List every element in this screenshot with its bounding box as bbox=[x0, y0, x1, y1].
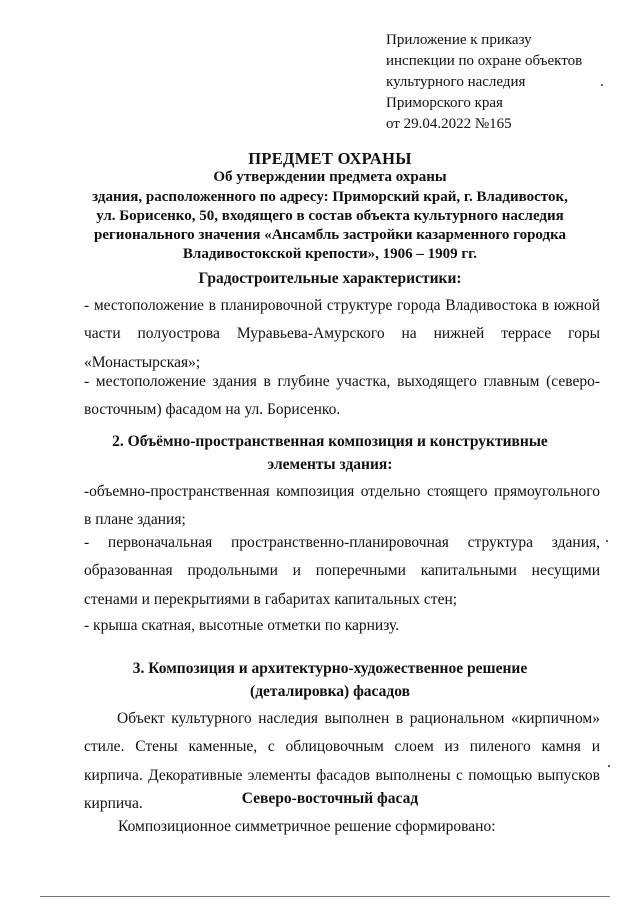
section3-heading bbox=[60, 657, 600, 703]
section3-paragraph-2: Композиционное симметричное решение сформировано: bbox=[118, 818, 496, 835]
title-block bbox=[60, 149, 600, 265]
section2-paragraph-1: -объемно-пространственная композиция отдельно стоящего прямоугольного в плане здания; bbox=[84, 483, 600, 529]
section1-heading: Градостроительные характеристики: bbox=[198, 270, 462, 287]
appendix-line-5: от 29.04.2022 №165 bbox=[386, 116, 512, 132]
section2-paragraph-3: - крыша скатная, высотные отметки по карнизу. bbox=[84, 617, 400, 634]
title-desc-line-2: ул. Борисенко, 50, входящего в состав объекта культурного наследия bbox=[96, 207, 564, 224]
appendix-line-2: инспекции по охране объектов bbox=[386, 53, 583, 69]
section1-paragraph-2: - местоположение здания в глубине участка, выходящего главным (северо-восточным) фасадом на ул. Борисенко. bbox=[84, 373, 600, 419]
section3-paragraph-1: Объект культурного наследия выполнен в рациональном «кирпичном» стиле. Стены каменные, с облицовочным слоем из пиленого камня и кирпича. Декоративные элементы фасадов выполнены с помощью выпусков кирпича. bbox=[84, 710, 600, 813]
section3-subheading: Северо-восточный фасад bbox=[241, 790, 419, 807]
appendix-line-4: Приморского края bbox=[386, 95, 503, 111]
title-subtitle: Об утверждении предмета охраны bbox=[213, 169, 447, 186]
section3-heading-line-2: (деталировка) фасадов bbox=[250, 683, 410, 700]
title-desc-line-3: регионального значения «Ансамбль застройки казарменного городка bbox=[93, 227, 567, 244]
scan-speck bbox=[601, 84, 603, 86]
appendix-line-3: культурного наследия bbox=[386, 74, 526, 90]
title-desc-line-4: Владивостокской крепости», 1906 – 1909 гг. bbox=[182, 246, 478, 263]
section2-paragraph-2: - первоначальная пространственно-планировочная структура здания, образованная продольными и поперечными капитальными несущими стенами и перекрытиями в габаритах капитальных стен; bbox=[84, 534, 600, 608]
appendix-line-1: Приложение к приказу bbox=[386, 32, 532, 48]
section1-paragraph-1: - местоположение в планировочной структуре города Владивостока в южной части полуострова Муравьева-Амурского на нижней террасе горы «Монастырская»; bbox=[84, 297, 600, 371]
title-desc-line-1: здания, расположенного по адресу: Приморский край, г. Владивосток, bbox=[92, 188, 568, 205]
page-bottom-edge bbox=[40, 896, 610, 897]
scan-speck bbox=[606, 540, 608, 542]
section2-heading-line-2: элементы здания: bbox=[267, 456, 393, 473]
section2-heading-line-1: 2. Объёмно-пространственная композиция и конструктивные bbox=[112, 433, 548, 450]
scan-speck bbox=[608, 765, 610, 767]
section3-heading-line-1: 3. Композиция и архитектурно-художественное решение bbox=[132, 660, 528, 677]
appendix-note bbox=[386, 30, 626, 135]
section2-heading bbox=[60, 430, 600, 476]
page-title: ПРЕДМЕТ ОХРАНЫ bbox=[248, 149, 412, 168]
